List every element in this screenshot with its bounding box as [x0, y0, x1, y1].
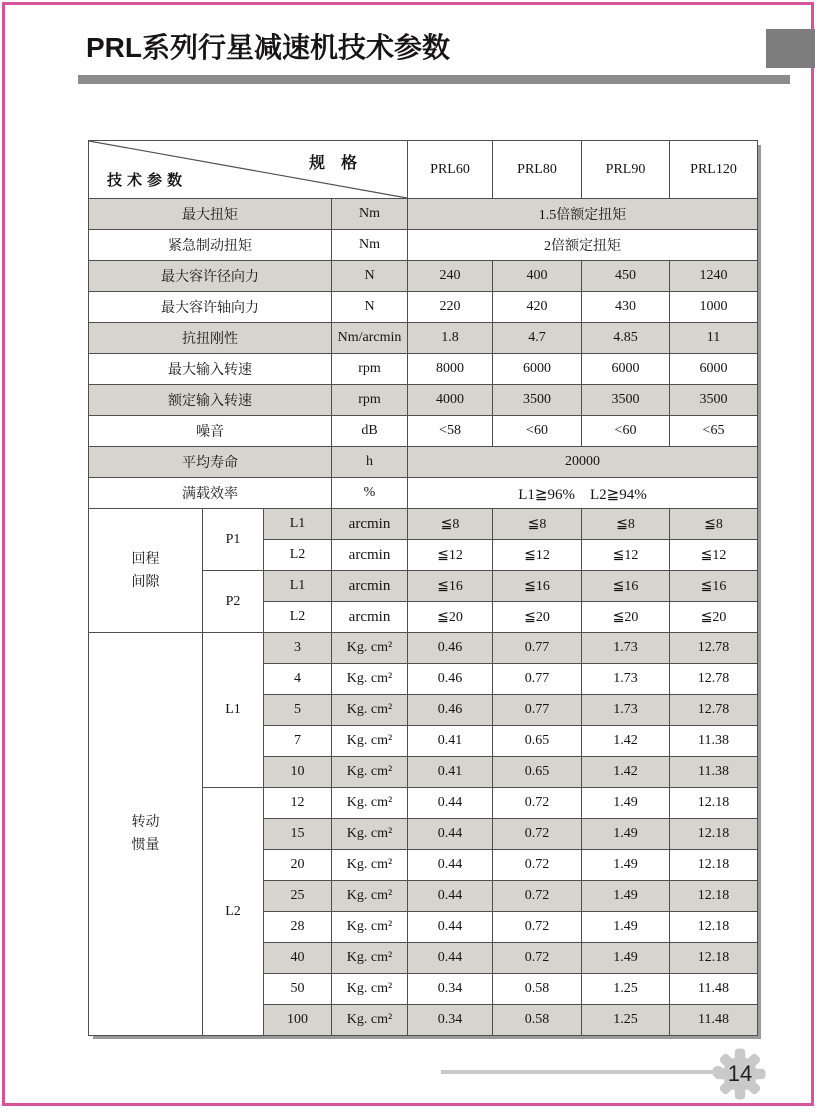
value-cell: 1.73: [582, 633, 670, 664]
value-cell: ≦8: [582, 509, 670, 540]
value-cell-span: 1.5倍额定扭矩: [408, 199, 758, 230]
value-cell: 1.8: [408, 323, 493, 354]
table-row: [89, 478, 758, 509]
value-cell: 1240: [670, 261, 758, 292]
unit-cell: Kg. cm²: [332, 695, 408, 726]
value-cell: 0.34: [408, 974, 493, 1005]
value-cell: ≦8: [670, 509, 758, 540]
backlash-label-line1: 回程: [131, 551, 160, 567]
value-cell: 11.38: [670, 726, 758, 757]
ratio-cell: 10: [264, 757, 332, 788]
param-label: 满载效率: [89, 478, 332, 509]
value-cell: 11.48: [670, 974, 758, 1005]
value-cell: 1.49: [582, 881, 670, 912]
value-cell: 0.72: [493, 943, 582, 974]
value-cell: ≦16: [670, 571, 758, 602]
value-cell: 11: [670, 323, 758, 354]
unit-cell: arcmin: [332, 509, 408, 540]
unit-cell: N: [332, 261, 408, 292]
unit-cell: Kg. cm²: [332, 881, 408, 912]
value-cell: 0.65: [493, 757, 582, 788]
value-cell: 450: [582, 261, 670, 292]
value-cell: 1.73: [582, 664, 670, 695]
value-cell: 12.18: [670, 943, 758, 974]
value-cell: 0.41: [408, 757, 493, 788]
value-cell: 1.73: [582, 695, 670, 726]
value-cell: 0.44: [408, 850, 493, 881]
value-cell: 0.72: [493, 788, 582, 819]
model-header-prl120: PRL120: [670, 141, 758, 199]
inertia-label-line2: 惯量: [131, 838, 160, 853]
backlash-label-line2: 间隙: [131, 574, 160, 590]
value-cell: 12.18: [670, 912, 758, 943]
value-cell: 0.72: [493, 850, 582, 881]
value-cell: ≦20: [582, 602, 670, 633]
value-cell: <58: [408, 416, 493, 447]
table-row: [89, 509, 758, 540]
unit-cell: dB: [332, 416, 408, 447]
stage-label: L2: [264, 540, 332, 571]
unit-cell: N: [332, 292, 408, 323]
param-label: 噪音: [89, 416, 332, 447]
unit-cell: Kg. cm²: [332, 943, 408, 974]
stage-label: L1: [264, 571, 332, 602]
spec-table: [88, 140, 758, 1036]
value-cell: ≦8: [493, 509, 582, 540]
unit-cell: Kg. cm²: [332, 788, 408, 819]
value-cell: 0.58: [493, 1005, 582, 1036]
unit-cell: rpm: [332, 354, 408, 385]
table-row: [89, 416, 758, 447]
unit-cell: Kg. cm²: [332, 633, 408, 664]
spec-axis-label: 规 格: [308, 155, 363, 172]
title-underline-bar: [78, 75, 790, 84]
value-cell: 12.18: [670, 788, 758, 819]
value-cell: 0.44: [408, 912, 493, 943]
table-row: [89, 230, 758, 261]
table-header-row: [89, 141, 758, 199]
value-cell: 3500: [670, 385, 758, 416]
value-cell: 0.77: [493, 664, 582, 695]
grade-label-p2: P2: [203, 571, 264, 633]
value-cell: ≦20: [408, 602, 493, 633]
value-cell: 1.42: [582, 726, 670, 757]
value-cell: 8000: [408, 354, 493, 385]
value-cell: 6000: [582, 354, 670, 385]
value-cell: ≦12: [493, 540, 582, 571]
unit-cell: Nm: [332, 230, 408, 261]
unit-cell: h: [332, 447, 408, 478]
value-cell: 0.72: [493, 881, 582, 912]
value-cell: 3500: [582, 385, 670, 416]
ratio-cell: 20: [264, 850, 332, 881]
ratio-cell: 100: [264, 1005, 332, 1036]
value-cell-span: L1≧96% L2≧94%: [408, 478, 758, 509]
value-cell: 6000: [670, 354, 758, 385]
unit-cell: Kg. cm²: [332, 1005, 408, 1036]
value-cell: 1.49: [582, 819, 670, 850]
unit-cell: Kg. cm²: [332, 912, 408, 943]
value-cell: 12.78: [670, 633, 758, 664]
footer-rule: [441, 1070, 717, 1074]
unit-cell: arcmin: [332, 540, 408, 571]
ratio-cell: 50: [264, 974, 332, 1005]
value-cell: ≦16: [582, 571, 670, 602]
table-row: [89, 633, 758, 664]
value-cell: 1.49: [582, 912, 670, 943]
ratio-cell: 12: [264, 788, 332, 819]
grade-label-p1: P1: [203, 509, 264, 571]
param-label: 最大输入转速: [89, 354, 332, 385]
corner-square-decoration: [766, 29, 815, 68]
model-header-prl80: PRL80: [493, 141, 582, 199]
value-cell: 6000: [493, 354, 582, 385]
value-cell: 12.78: [670, 695, 758, 726]
page-title: PRL系列行星减速机技术参数: [86, 32, 451, 63]
value-cell: 220: [408, 292, 493, 323]
unit-cell: arcmin: [332, 602, 408, 633]
value-cell: 0.46: [408, 695, 493, 726]
value-cell: <65: [670, 416, 758, 447]
ratio-cell: 28: [264, 912, 332, 943]
unit-cell: Kg. cm²: [332, 850, 408, 881]
diagonal-header-cell: [89, 141, 408, 199]
table-row: [89, 199, 758, 230]
backlash-group-label: [89, 509, 203, 633]
stage-group-label-l1: L1: [203, 633, 264, 788]
value-cell: <60: [493, 416, 582, 447]
tech-param-axis-label: 技术参数: [107, 173, 188, 189]
unit-cell: Nm/arcmin: [332, 323, 408, 354]
value-cell: ≦8: [408, 509, 493, 540]
value-cell-span: 20000: [408, 447, 758, 478]
value-cell: ≦20: [493, 602, 582, 633]
value-cell: 1.49: [582, 943, 670, 974]
value-cell: ≦20: [670, 602, 758, 633]
model-header-prl90: PRL90: [582, 141, 670, 199]
unit-cell: rpm: [332, 385, 408, 416]
table-row: [89, 354, 758, 385]
value-cell: 0.46: [408, 664, 493, 695]
unit-cell: Kg. cm²: [332, 726, 408, 757]
ratio-cell: 3: [264, 633, 332, 664]
ratio-cell: 5: [264, 695, 332, 726]
value-cell: 1.25: [582, 1005, 670, 1036]
unit-cell: Kg. cm²: [332, 974, 408, 1005]
table-row: [89, 261, 758, 292]
stage-group-label-l2: L2: [203, 788, 264, 1036]
ratio-cell: 25: [264, 881, 332, 912]
value-cell: 1000: [670, 292, 758, 323]
value-cell: 420: [493, 292, 582, 323]
param-label: 最大容许径向力: [89, 261, 332, 292]
stage-label: L2: [264, 602, 332, 633]
unit-cell: Kg. cm²: [332, 819, 408, 850]
value-cell: 0.44: [408, 788, 493, 819]
value-cell: 1.49: [582, 850, 670, 881]
ratio-cell: 15: [264, 819, 332, 850]
ratio-cell: 7: [264, 726, 332, 757]
param-label: 平均寿命: [89, 447, 332, 478]
param-label: 额定输入转速: [89, 385, 332, 416]
value-cell: ≦12: [670, 540, 758, 571]
unit-cell: Kg. cm²: [332, 757, 408, 788]
value-cell: 430: [582, 292, 670, 323]
value-cell: 12.78: [670, 664, 758, 695]
value-cell: 3500: [493, 385, 582, 416]
value-cell: 240: [408, 261, 493, 292]
value-cell: ≦16: [493, 571, 582, 602]
model-header-prl60: PRL60: [408, 141, 493, 199]
value-cell: 12.18: [670, 850, 758, 881]
value-cell: 11.48: [670, 1005, 758, 1036]
value-cell: 1.49: [582, 788, 670, 819]
value-cell: 11.38: [670, 757, 758, 788]
value-cell: 0.44: [408, 819, 493, 850]
value-cell: 0.34: [408, 1005, 493, 1036]
value-cell-span: 2倍额定扭矩: [408, 230, 758, 261]
value-cell: 0.44: [408, 943, 493, 974]
param-label: 最大容许轴向力: [89, 292, 332, 323]
value-cell: 12.18: [670, 819, 758, 850]
unit-cell: %: [332, 478, 408, 509]
value-cell: 4.7: [493, 323, 582, 354]
value-cell: 0.58: [493, 974, 582, 1005]
value-cell: 0.72: [493, 912, 582, 943]
table-row: [89, 385, 758, 416]
page-number-gear: [714, 1048, 766, 1100]
page-number: 14: [727, 1061, 753, 1086]
value-cell: 1.25: [582, 974, 670, 1005]
value-cell: 0.72: [493, 819, 582, 850]
value-cell: 0.65: [493, 726, 582, 757]
value-cell: 4.85: [582, 323, 670, 354]
inertia-label-line1: 转动: [131, 815, 160, 830]
inertia-group-label: [89, 633, 203, 1036]
value-cell: 12.18: [670, 881, 758, 912]
ratio-cell: 40: [264, 943, 332, 974]
value-cell: 1.42: [582, 757, 670, 788]
value-cell: <60: [582, 416, 670, 447]
unit-cell: Kg. cm²: [332, 664, 408, 695]
unit-cell: arcmin: [332, 571, 408, 602]
param-label: 紧急制动扭矩: [89, 230, 332, 261]
value-cell: ≦12: [408, 540, 493, 571]
value-cell: 0.77: [493, 633, 582, 664]
ratio-cell: 4: [264, 664, 332, 695]
value-cell: 400: [493, 261, 582, 292]
value-cell: ≦16: [408, 571, 493, 602]
table-row: [89, 323, 758, 354]
value-cell: 0.41: [408, 726, 493, 757]
table-row: [89, 447, 758, 478]
value-cell: 0.77: [493, 695, 582, 726]
unit-cell: Nm: [332, 199, 408, 230]
stage-label: L1: [264, 509, 332, 540]
param-label: 最大扭矩: [89, 199, 332, 230]
param-label: 抗扭刚性: [89, 323, 332, 354]
table-row: [89, 292, 758, 323]
value-cell: 4000: [408, 385, 493, 416]
value-cell: 0.46: [408, 633, 493, 664]
value-cell: 0.44: [408, 881, 493, 912]
value-cell: ≦12: [582, 540, 670, 571]
